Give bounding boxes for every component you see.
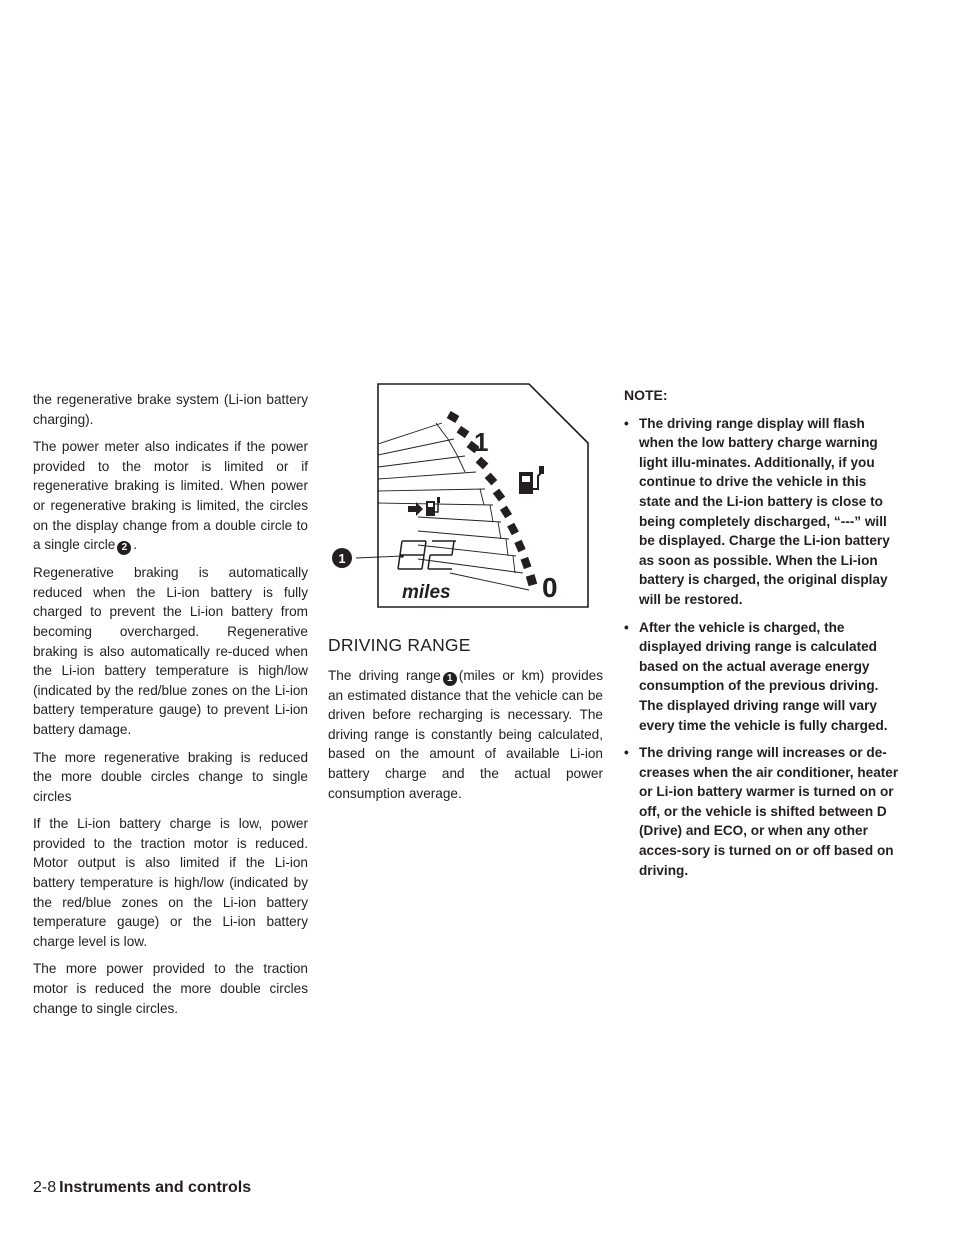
- display-illustration: [330, 381, 590, 617]
- callout-marker-1: 1: [338, 551, 346, 566]
- paragraph-text: The driving range: [328, 667, 441, 683]
- list-item: [624, 414, 899, 610]
- section-heading: DRIVING RANGE: [328, 635, 471, 655]
- paragraph: the regenerative brake system (Li-ion battery charging).: [33, 392, 308, 427]
- bullet: •: [624, 745, 629, 761]
- note-section: [624, 386, 899, 888]
- page-number: 2-8: [33, 1179, 57, 1196]
- paragraph: [33, 437, 308, 555]
- left-column: [33, 390, 308, 1026]
- driving-range-section: [328, 636, 603, 811]
- list-item-text: The driving range display will flash when the low battery charge warning light illu-minates. Additionally, if you continue to drive the vehicle in this state and the Li-ion battery is close to being completely discharged, “---” will be displayed. Charge the Li-ion battery as soon as possible. When the Li-ion battery is charged, the original display will be restored.: [639, 415, 890, 607]
- note-list: [624, 414, 899, 881]
- list-item-text: After the vehicle is charged, the displayed driving range is calculated based on the actual average energy consumption of the previous driving. The displayed driving range will vary every time the vehicle is fully charged.: [639, 619, 888, 733]
- paragraph-text: .: [133, 537, 138, 553]
- paragraph-text: (miles or km) provides an estimated distance that the vehicle can be driven before recharging is necessary. The driving range is constantly being calculated, based on the amount of available Li-ion battery charge and the actual power consumption average.: [328, 667, 603, 801]
- section-name: Instruments and controls: [59, 1179, 252, 1196]
- paragraph: The more power provided to the traction motor is reduced the more double circles change to single circles.: [33, 961, 308, 1016]
- note-heading: NOTE:: [624, 387, 668, 403]
- paragraph: [328, 666, 603, 804]
- scale-max-label: 1: [474, 427, 489, 457]
- bullet: •: [624, 415, 629, 431]
- paragraph: The more regenerative braking is reduced the more double circles change to single circles: [33, 749, 308, 804]
- scale-min-label: 0: [542, 572, 558, 603]
- driving-range-display-figure: [330, 381, 590, 617]
- unit-label: miles: [402, 582, 451, 603]
- bullet: •: [624, 619, 629, 635]
- callout-marker-2: 2: [117, 541, 131, 555]
- callout-marker-1: 1: [443, 672, 457, 686]
- list-item: [624, 618, 899, 736]
- paragraph: Regenerative braking is automatically reduced when the Li-ion battery is fully charged to prevent the Li-ion battery from becoming overcharged. Regenerative braking is also automatically re-duced when the Li-ion battery temperature is high/low (indicated by the red/blue zones on the Li-ion battery temperature gauge) to prevent Li-ion battery damage.: [33, 565, 308, 737]
- paragraph-text: The power meter also indicates if the power provided to the motor is limited or if regenerative braking is limited. When power or regenerative braking is limited, the circles on the display change from a double circle to a single circle: [33, 439, 308, 553]
- paragraph: If the Li-ion battery charge is low, power provided to the traction motor is reduced. Motor output is also limited if the Li-ion battery temperature is high/low (indicated by the red/blue zones on the Li-ion battery temperature gauge) or the Li-ion battery charge level is low.: [33, 816, 308, 949]
- list-item: [624, 743, 899, 880]
- page-footer: [33, 1179, 251, 1197]
- list-item-text: The driving range will increases or de-creases when the air conditioner, heater or Li-ion battery warmer is turned on or off, or the vehicle is shifted between D (Drive) and ECO, or when any other acces-sory is turned on or off based on driving.: [639, 745, 899, 878]
